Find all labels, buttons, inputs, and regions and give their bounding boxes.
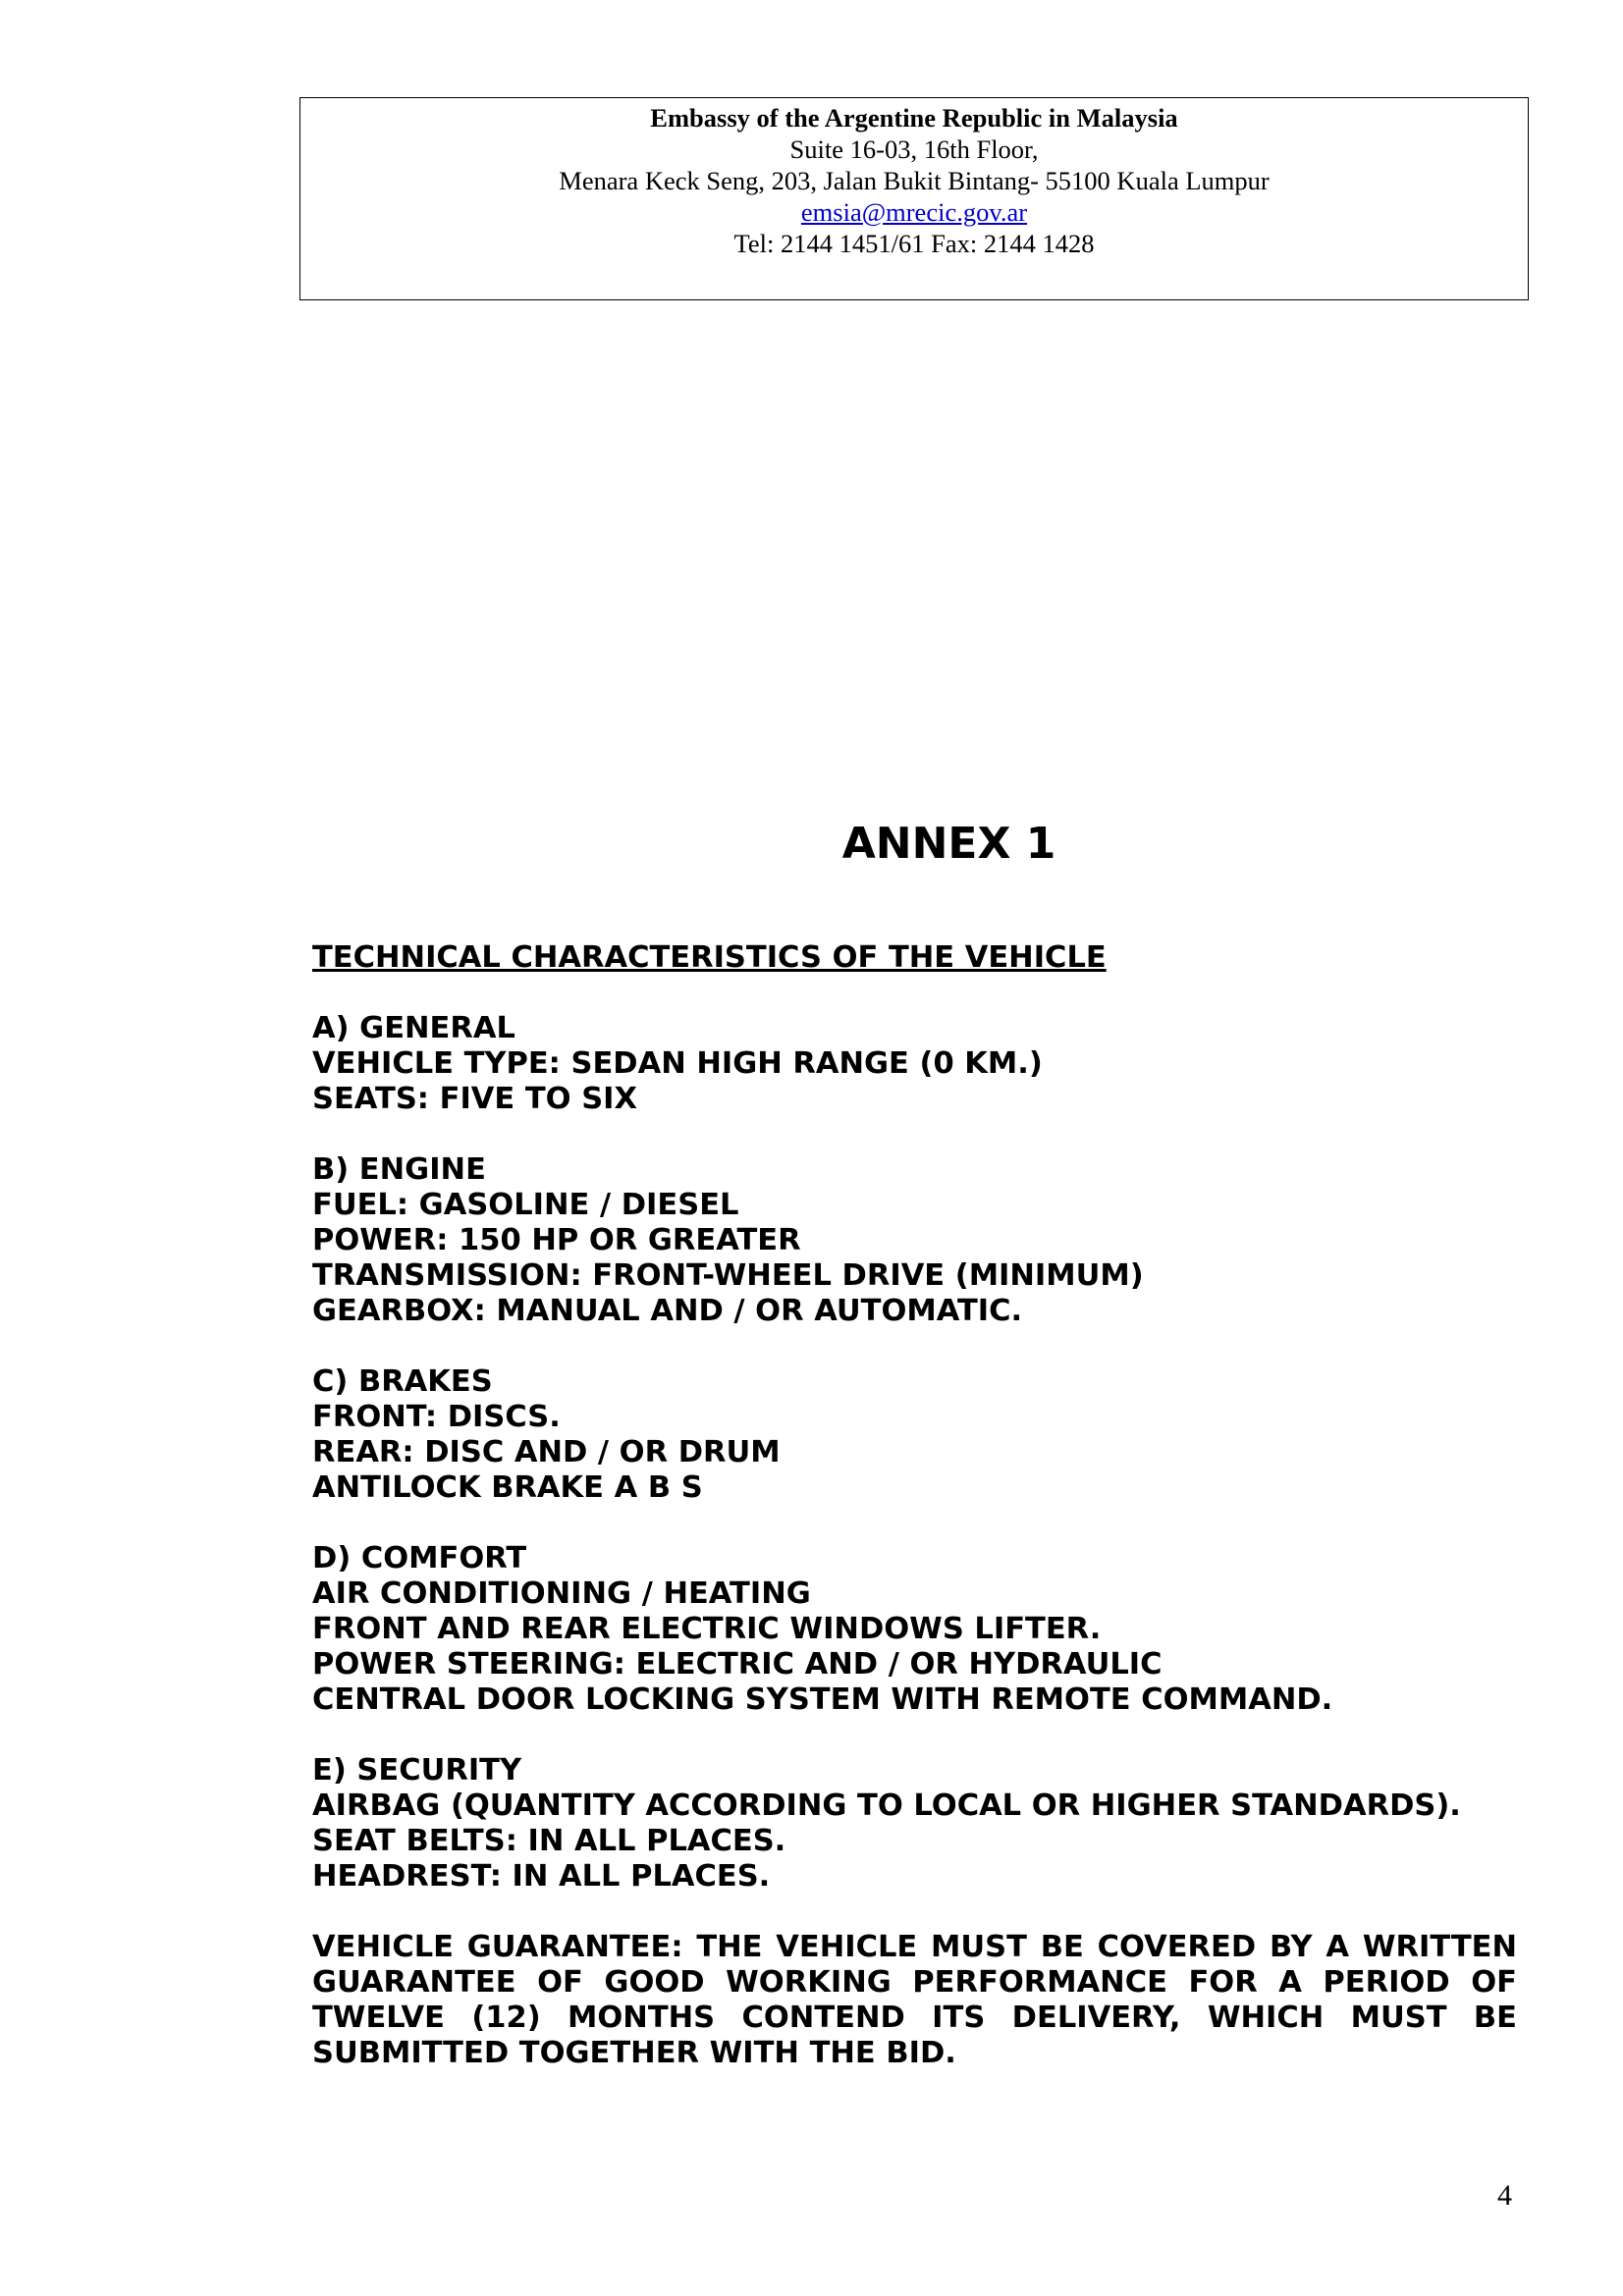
spec-line: VEHICLE TYPE: SEDAN HIGH RANGE (0 KM.) [312, 1046, 1043, 1081]
annex-content [312, 940, 1517, 2071]
address-line-2: Menara Keck Seng, 203, Jalan Bukit Bintang- 55100 Kuala Lumpur [559, 166, 1270, 195]
section-heading: A) GENERAL [312, 1011, 515, 1045]
spec-line: HEADREST: IN ALL PLACES. [312, 1859, 771, 1894]
address-line-1: Suite 16-03, 16th Floor, [789, 134, 1039, 164]
annex-title: ANNEX 1 [841, 819, 1056, 869]
spec-line: AIR CONDITIONING / HEATING [312, 1576, 811, 1611]
spec-line: FUEL: GASOLINE / DIESEL [312, 1188, 739, 1222]
spec-line: POWER: 150 HP OR GREATER [312, 1223, 801, 1257]
spec-line: FRONT AND REAR ELECTRIC WINDOWS LIFTER. [312, 1612, 1102, 1646]
section-heading: D) COMFORT [312, 1541, 527, 1575]
email-link[interactable]: emsia@mrecic.gov.ar [800, 197, 1028, 227]
spec-line: SEAT BELTS: IN ALL PLACES. [312, 1824, 786, 1858]
section-comfort [312, 1541, 1517, 1718]
letterhead-box [299, 97, 1529, 300]
page-number: 4 [1497, 2179, 1512, 2212]
spec-line: POWER STEERING: ELECTRIC AND / OR HYDRAULIC [312, 1647, 1163, 1682]
spec-line: AIRBAG (QUANTITY ACCORDING TO LOCAL OR HIGHER STANDARDS). [312, 1789, 1461, 1823]
section-heading: E) SECURITY [312, 1753, 522, 1788]
spec-line: SEATS: FIVE TO SIX [312, 1082, 638, 1116]
spec-line: TRANSMISSION: FRONT-WHEEL DRIVE (MINIMUM) [312, 1258, 1144, 1293]
section-general [312, 1011, 1517, 1117]
spec-line: GEARBOX: MANUAL AND / OR AUTOMATIC. [312, 1294, 1023, 1328]
spec-line: CENTRAL DOOR LOCKING SYSTEM WITH REMOTE COMMAND. [312, 1682, 1333, 1717]
embassy-name: Embassy of the Argentine Republic in Malaysia [650, 103, 1178, 133]
spec-line: ANTILOCK BRAKE A B S [312, 1470, 703, 1505]
section-engine [312, 1152, 1517, 1329]
spec-line: REAR: DISC AND / OR DRUM [312, 1435, 781, 1469]
document-subtitle: TECHNICAL CHARACTERISTICS OF THE VEHICLE [312, 940, 1107, 975]
contact-line: Tel: 2144 1451/61 Fax: 2144 1428 [733, 229, 1095, 258]
section-brakes [312, 1364, 1517, 1506]
section-heading: C) BRAKES [312, 1364, 493, 1399]
section-heading: B) ENGINE [312, 1152, 486, 1187]
vehicle-guarantee-paragraph: VEHICLE GUARANTEE: THE VEHICLE MUST BE COVERED BY A WRITTEN GUARANTEE OF GOOD WORKING PERFORMANCE FOR A PERIOD OF TWELVE (12) MONTHS CONTEND ITS DELIVERY, WHICH MUST BE SUBMITTED TOGETHER WITH THE BID. [312, 1930, 1517, 2070]
spec-line: FRONT: DISCS. [312, 1400, 561, 1434]
section-security [312, 1753, 1517, 1895]
